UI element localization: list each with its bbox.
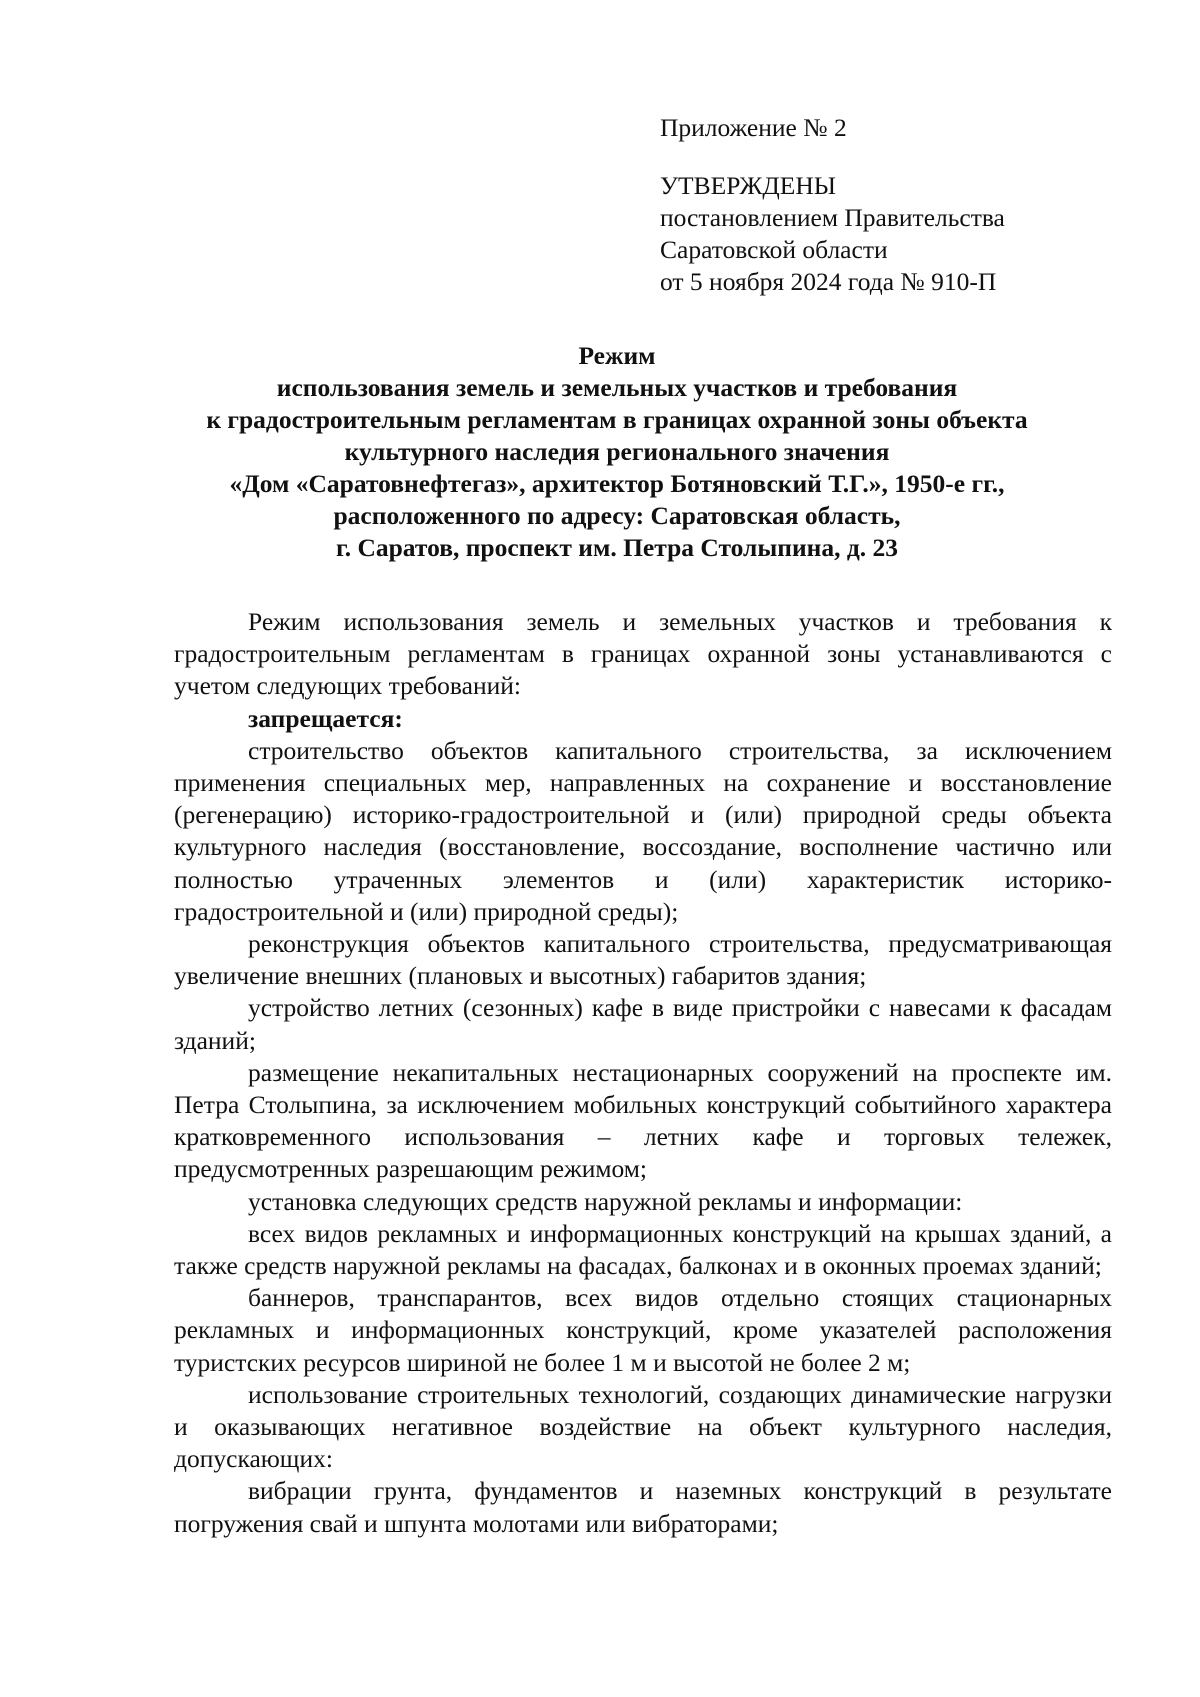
intro-paragraph: Режим использования земель и земельных участков и требования к градостроительным регламентам в границах охранной зоны устанавливаются с учетом следующих требований:	[174, 607, 1112, 701]
title-line: «Дом «Саратовнефтегаз», архитектор Ботяновский Т.Г.», 1950-е гг.,	[229, 469, 1005, 498]
approval-line-1: постановлением Правительства	[660, 203, 1005, 232]
title-line: г. Саратов, проспект им. Петра Столыпина, д. 23	[336, 533, 898, 562]
approval-line-3: от 5 ноября 2024 года № 910-П	[660, 267, 997, 296]
body-paragraph: вибрации грунта, фундаментов и наземных конструкций в результате погружения свай и шпунта молотами или вибраторами;	[174, 1476, 1112, 1538]
body-paragraph: использование строительных технологий, создающих динамические нагрузки и оказывающих негативное воздействие на объект культурного наследия, допускающих:	[174, 1379, 1112, 1474]
approval-line-2: Саратовской области	[660, 235, 888, 264]
annex-number: Приложение № 2	[660, 113, 847, 142]
body-paragraph: установка следующих средств наружной рекламы и информации:	[248, 1186, 963, 1216]
title-line: культурного наследия регионального значения	[344, 437, 890, 466]
approval-block	[660, 112, 1005, 298]
prohibited-heading: запрещается:	[248, 703, 403, 733]
title-line: использования земель и земельных участков и требования	[276, 373, 958, 402]
title-line: расположенного по адресу: Саратовская область,	[333, 501, 901, 530]
body-paragraph: устройство летних (сезонных) кафе в виде пристройки с навесами к фасадам зданий;	[174, 993, 1112, 1055]
title-line: Режим	[578, 341, 656, 370]
document-body	[174, 606, 1112, 1540]
body-paragraph: реконструкция объектов капитального строительства, предусматривающая увеличение внешних (плановых и высотных) габаритов здания;	[174, 929, 1112, 991]
approved-label: УТВЕРЖДЕНЫ	[660, 171, 836, 200]
body-paragraph: размещение некапитальных нестационарных сооружений на проспекте им. Петра Столыпина, за исключением мобильных конструкций событийного характера кратковременного использования – летних кафе и торговых тележек, предусмотренных разрешающим режимом;	[174, 1057, 1112, 1184]
body-paragraph: всех видов рекламных и информационных конструкций на крышах зданий, а также средств наружной рекламы на фасадах, балконах и в оконных проемах зданий;	[174, 1218, 1112, 1281]
body-paragraph: строительство объектов капитального строительства, за исключением применения специальных мер, направленных на сохранение и восстановление (регенерацию) историко-градостроительной и (или) природной среды объекта культурного наследия (восстановление, воссоздание, восполнение частично или полностью утраченных элементов и (или) характеристик историко-градостроительной и (или) природной среды);	[174, 735, 1112, 926]
body-paragraph: баннеров, транспарантов, всех видов отдельно стоящих стационарных рекламных и информационных конструкций, кроме указателей расположения туристских ресурсов шириной не более 1 м и высотой не более 2 м;	[174, 1283, 1112, 1377]
document-title	[150, 340, 1084, 564]
title-line: к градостроительным регламентам в границах охранной зоны объекта	[206, 405, 1028, 434]
